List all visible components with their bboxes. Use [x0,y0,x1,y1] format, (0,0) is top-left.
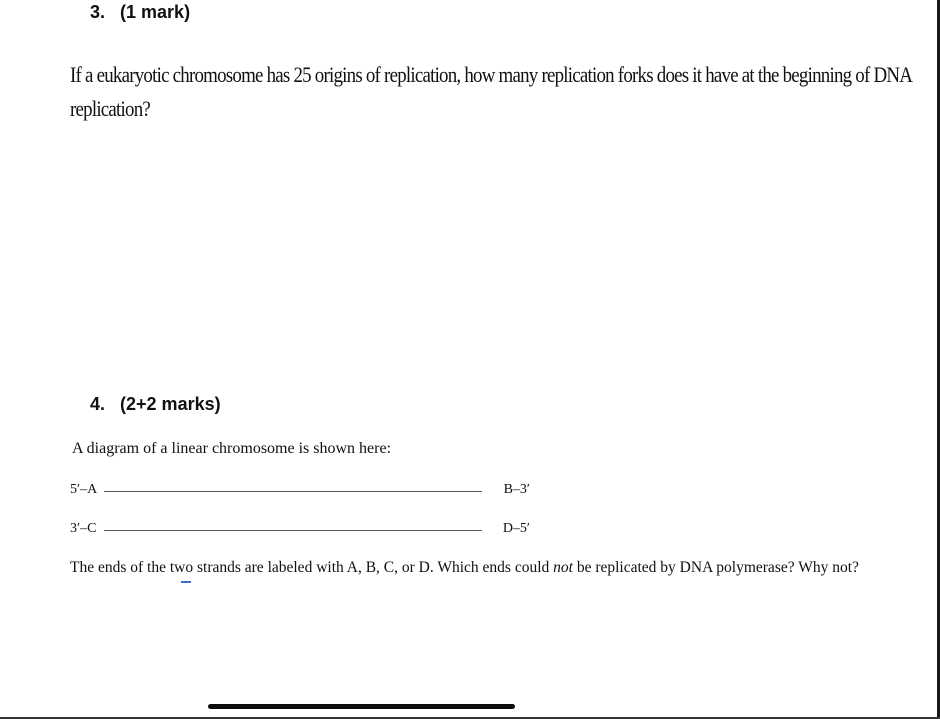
question-4-prompt [70,559,859,577]
strand-top-line [104,491,482,492]
question-4-heading [90,394,221,415]
chromosome-strand-bottom [70,521,530,541]
strand-bottom-left-label: 3′–C [70,521,97,536]
question-3-marks: (1 mark) [120,2,191,22]
question-4-number: 4. [90,394,106,414]
question-3-heading [90,2,190,23]
question-4-marks: (2+2 marks) [120,394,221,414]
chromosome-strand-top [70,482,530,502]
strand-top-left-label: 5′–A [70,482,98,497]
strand-top-right-label: B–3′ [503,482,530,497]
question-3-text [70,58,930,126]
question-4-intro: A diagram of a linear chromosome is shown here: [72,440,392,457]
question-3-text-line-1: If a eukaryotic chromosome has 25 origins of replication, how many replication forks does it have at the beginning of DNA [70,62,913,87]
strand-bottom-line [104,530,482,531]
strand-bottom-right-label: D–5′ [502,521,530,536]
question-4-prompt-before: The ends of the two strands are labeled with A, B, C, or D. Which ends could [70,559,554,576]
question-4-prompt-emphasis: not [553,559,573,576]
spellcheck-underline-mark [181,581,191,583]
home-indicator-bar[interactable] [208,704,515,709]
question-3-number: 3. [90,2,106,22]
question-4-prompt-after: be replicated by DNA polymerase? Why not? [572,559,859,576]
question-3-text-line-2: replication? [70,96,151,121]
